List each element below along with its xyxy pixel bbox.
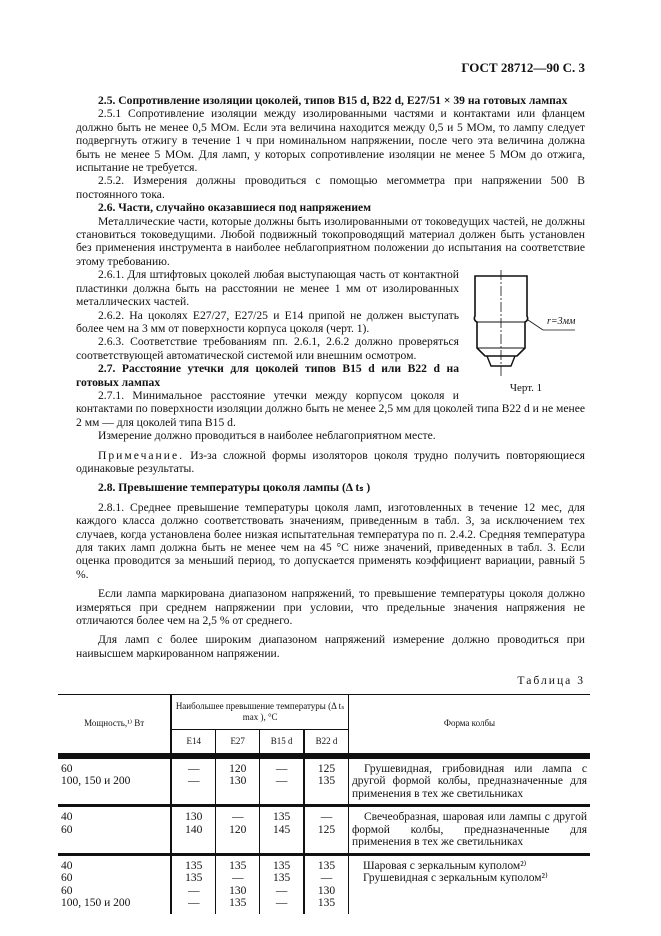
cell-e14: 130 140 xyxy=(171,806,215,855)
para-2-6-1: 2.6.1. Для штифтовых цоколей любая выступающая часть от контактной пластинки должна быть на расстоянии не менее 1 мм от изолированных металлических частей. xyxy=(76,268,459,309)
para-2-8-1: 2.8.1. Среднее превышение температуры цоколя ламп, изготовленных в течение 12 мес, для каждого класса должно соответствовать значениям, приведенным в табл. 3, за исключением тех случаев, когда установлена более низкая испытательная температура по п. 2.4.2. Средняя температура для таких ламп должна быть не менее чем на 45 °С ниже значений, приведенных в табл. 3. Если оценка проводится за меньший период, то допускается применять коэффициент вариации, равный 5 %. xyxy=(76,500,585,581)
cell-b22: 135 — 130 135 xyxy=(304,854,348,914)
cell-power: 60 100, 150 и 200 xyxy=(61,762,131,788)
cell-power: 40 60 60 100, 150 и 200 xyxy=(61,859,131,910)
cell-b22: 125 135 xyxy=(304,757,348,806)
table-row xyxy=(58,757,590,806)
section-2-8-title: 2.8. Превышение температуры цоколя лампы (Δ tₛ ) xyxy=(98,481,371,495)
para-2-7-2: Измерение должно проводиться в наиболее неблагоприятном месте. xyxy=(98,429,436,443)
table-3 xyxy=(58,694,590,914)
section-2-5-title: 2.5. Сопротивление изоляции цоколей, типов B15 d, B22 d, E27/51 × 39 на готовых лампах xyxy=(98,94,568,107)
table-row xyxy=(58,806,590,855)
cell-e14: — — xyxy=(171,757,215,806)
cell-b22: — 125 xyxy=(304,806,348,855)
cell-e27: 135 — 130 135 xyxy=(216,854,260,914)
para-2-6 xyxy=(76,215,585,269)
section-2-6-title: 2.6. Части, случайно оказавшиеся под напряжением xyxy=(98,201,372,215)
header-power: Мощность,¹⁾ Вт xyxy=(58,694,171,754)
page-content xyxy=(58,94,590,914)
cell-b15: 135 145 xyxy=(260,806,304,855)
col-e27: E27 xyxy=(216,729,260,754)
note-label: Примечание. xyxy=(98,448,184,462)
para-2-5-2: 2.5.2. Измерения должны проводиться с помощью мегомметра при напряжении 500 В постоянного тока. xyxy=(76,174,585,201)
para-2-8-2: Если лампа маркирована диапазоном напряжений, то превышение температуры цоколя должно измеряться при среднем напряжении при условии, что предельные значения напряжения не отличаются более чем на 2,5 % от среднего. xyxy=(76,587,585,628)
document-body xyxy=(76,94,585,688)
cell-shape: Шаровая с зеркальным куполом²⁾ Грушевидная с зеркальным куполом²⁾ xyxy=(348,854,590,914)
cell-b15: 135 135 — — xyxy=(260,854,304,914)
cell-e14: 135 135 — — xyxy=(171,854,215,914)
cell-e27: 120 130 xyxy=(216,757,260,806)
col-b15: B15 d xyxy=(260,729,304,754)
page-header: ГОСТ 28712—90 С. 3 xyxy=(461,60,585,75)
note-text: Из-за сложной формы изоляторов цоколя трудно получить повторяющиеся одинаковые результаты. xyxy=(76,448,585,475)
figure-1 xyxy=(467,270,585,395)
para-2-6-text: Металлические части, которые должны быть изолированными от токоведущих частей, не должны становиться токоведущими. Любой подвижный токопроводящий материал должен быть установлен без применения инструмента в наиболее неблагоприятном положении до испытания на соответствие этому требованию. xyxy=(76,214,585,268)
col-e14: E14 xyxy=(171,729,215,754)
section-2-7-title: 2.7. Расстояние утечки для цоколей типов B15 d или B22 d на готовых лампах xyxy=(76,362,459,389)
note xyxy=(76,449,585,476)
cell-e27: — 120 xyxy=(216,806,260,855)
para-2-6-3: 2.6.3. Соответствие требованиям пп. 2.6.1, 2.6.2 должно проверяться соответствующей автоматической системой или внешним осмотром. xyxy=(76,335,459,362)
col-b22: B22 d xyxy=(304,729,348,754)
para-2-8-3: Для ламп с более широким диапазоном напряжений измерение должно проводиться при наивысшем маркированном напряжении. xyxy=(76,633,585,660)
header-shape: Форма колбы xyxy=(348,694,590,754)
cell-shape: Свечеобразная, шаровая или лампы с другой формой колбы, предназначенные для применения в тех же светильниках xyxy=(348,806,590,855)
radius-label: r=3мм xyxy=(547,316,576,328)
para-2-6-2: 2.6.2. На цоколях E27/27, E27/25 и E14 припой не должен выступать более чем на 3 мм от поверхности корпуса цоколя (черт. 1). xyxy=(76,308,459,335)
cell-power: 40 60 xyxy=(61,811,73,836)
cell-shape: Грушевидная, грибовидная или лампа с другой формой колбы, предназначенные для применения в тех же светильниках xyxy=(348,757,590,806)
table-caption: Таблица 3 xyxy=(517,674,585,688)
header-temp: Наибольшее превышение температуры (Δ tₛ max ), °С xyxy=(171,694,348,729)
para-2-7-1: 2.7.1. Минимальное расстояние утечки между корпусом цоколя и контактами по поверхности изоляции должно быть не менее 2,5 мм для цоколей типа B22 d и не менее 2 мм — для цоколей типа B15 d. xyxy=(76,388,585,429)
cell-b15: — — xyxy=(260,757,304,806)
figure-caption: Черт. 1 xyxy=(509,382,543,395)
para-2-5-1: 2.5.1 Сопротивление изоляции между изолированными частями и контактами или фланцем должно быть не менее 0,5 МОм. Если эта величина находится между 0,5 и 5 МОм, то лампу следует подвергнуть отжигу в течение 1 ч при номинальном напряжении, после чего эта величина должна быть не менее 5 МОм. Для ламп, у которых сопротивление изоляции не менее 5 МОм до отжига, испытание не требуется. xyxy=(76,107,585,175)
table-row xyxy=(58,854,590,914)
